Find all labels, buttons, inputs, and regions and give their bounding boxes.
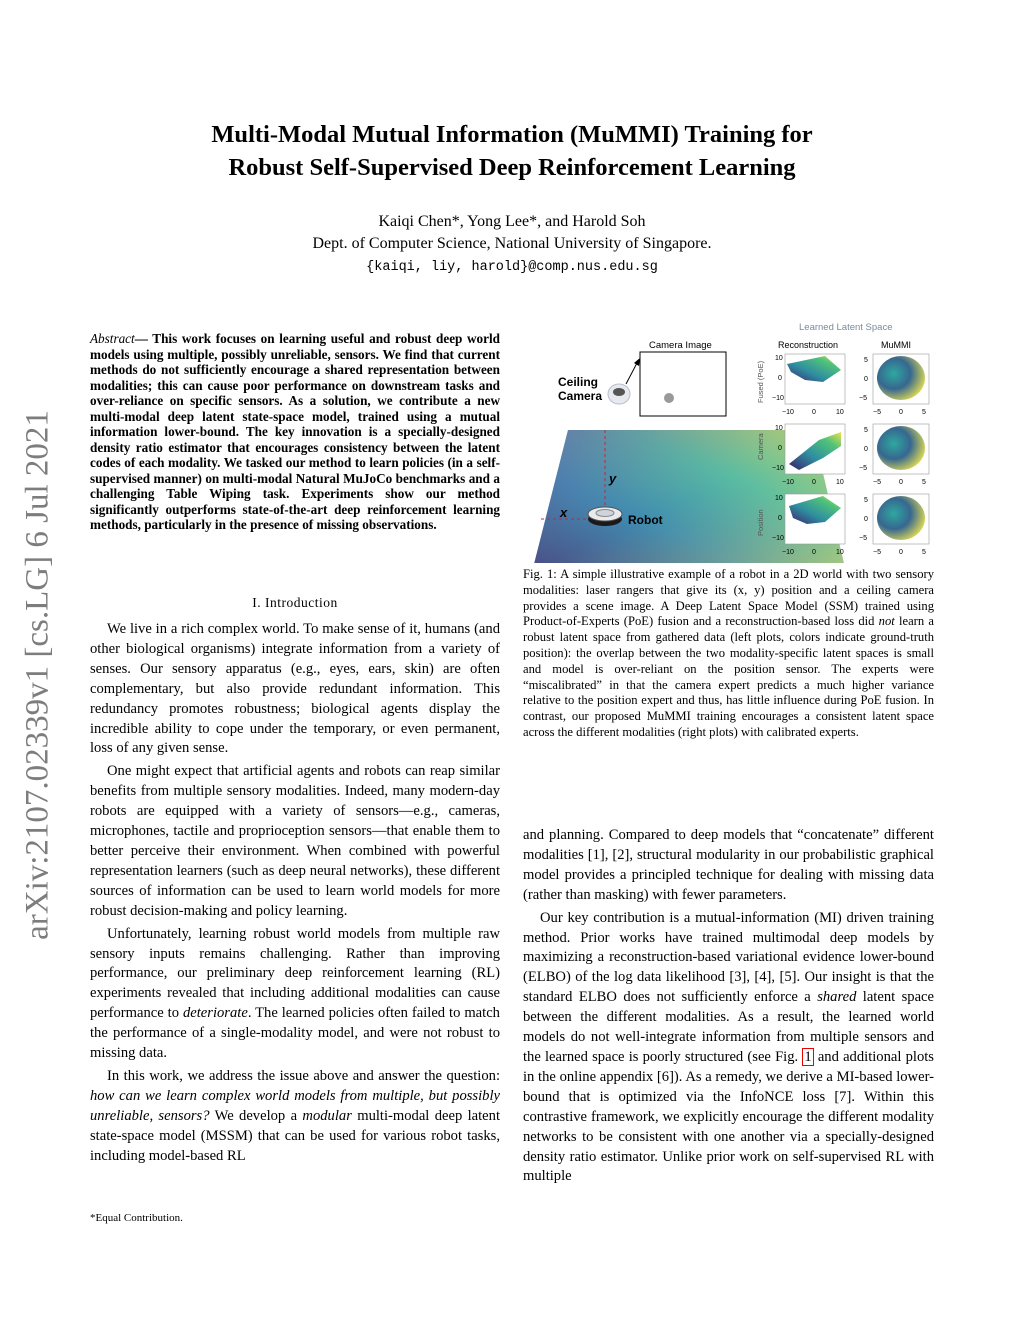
- figure-1-link[interactable]: 1: [804, 1048, 812, 1065]
- paragraph: and planning. Compared to deep models that “concatenate” different modalities [1], [2], structural modularity in our probabilistic graphical model provides a principled technique for dealing with missing data (rather than masking) with fewer parameters.: [523, 827, 934, 903]
- svg-text:10: 10: [775, 355, 783, 362]
- svg-text:0: 0: [899, 549, 903, 556]
- row-label-camera: Camera: [756, 433, 765, 460]
- svg-text:0: 0: [778, 375, 782, 382]
- paragraph: Our key contribution is a mutual-information (MI) driven training method. Prior works have trained multimodal deep models by maximizing a reconstruction-based variational evidence lower-bound (ELBO) of the log data likelihood [3], [4], [5]. Our insight is that the standard ELBO does not sufficiently enforce a shared latent space between the different modalities. As a result, the learned world models do not well-integrate information from multiple sensors and the learned space is poorly structured (see Fig. 1 and additional plots in the online appendix [6]). As a remedy, we derive a MI-based lower-bound that is optimized via the InfoNCE loss [7]. Within this contrastive framework, we explicitly encourage the different modality networks to be consistent with one another via a specially-designed density ratio estimator. Unlike prior work on self-supervised RL with multiple: [523, 909, 935, 1185]
- svg-text:−5: −5: [859, 535, 867, 542]
- svg-text:5: 5: [864, 427, 868, 434]
- svg-text:−5: −5: [859, 465, 867, 472]
- email: {kaiqi, liy, harold}@comp.nus.edu.sg: [366, 260, 658, 275]
- figure-1: [523, 318, 934, 563]
- figure-caption: Fig. 1: A simple illustrative example of a robot in a 2D world with two sensory modalities: laser rangers that give its (x, y) position and a ceiling camera provides a scene image. A Deep Latent Space Model (SSM) trained using Product-of-Experts (PoE) fusion and a reconstruction-based loss did not learn a robust latent space from gathered data (left plots, colors indicate ground-truth position): the overlap between the two modality-specific latent spaces is small and model is over-reliant on the position sensor. The experts were “miscalibrated” in that the camera expert predicts a much higher variance relative to the position expert and thus, has little influence during PoE fusion. In contrast, our proposed MuMMI training encourages a consistent latent space across the different modalities (right plots) with calibrated experts.: [523, 567, 934, 739]
- paragraph: In this work, we address the issue above and answer the question: how can we learn complex world models from multiple, but possibly unreliable, sensors? We develop a modular multi-modal deep latent state-space model (MSSM) that can be used for various robot tasks, including model-based RL: [90, 1067, 501, 1164]
- arxiv-stamp: [6, 380, 70, 970]
- svg-text:0: 0: [812, 479, 816, 486]
- paragraph: One might expect that artificial agents and robots can reap similar benefits from multiple sensory modalities. Indeed, many modern-day robots are equipped with a variety of sensors—e.g., cameras, microphones, tactile and proprioception sensors—that enable them to better perceive their environment. When combined with powerful representation learners (such as deep neural networks), these different sources of information can be used to learn world models for more robust decision-making and policy learning.: [90, 763, 500, 919]
- abstract-label: Abstract: [90, 331, 135, 346]
- ceiling-camera-label: Ceiling: [558, 375, 599, 389]
- svg-text:−5: −5: [873, 549, 881, 556]
- svg-text:5: 5: [922, 409, 926, 416]
- svg-text:−10: −10: [772, 535, 784, 542]
- arxiv-id: arXiv:2107.02339v1 [cs.LG] 6 Jul 2021: [19, 410, 56, 940]
- svg-text:10: 10: [775, 495, 783, 502]
- svg-text:5: 5: [922, 479, 926, 486]
- svg-text:10: 10: [836, 479, 844, 486]
- robot-label: Robot: [628, 513, 663, 527]
- svg-text:10: 10: [836, 549, 844, 556]
- camera-image-panel: [640, 352, 726, 416]
- left-column-body: [90, 620, 500, 1169]
- y-label: y: [609, 471, 617, 486]
- svg-text:−5: −5: [873, 409, 881, 416]
- reconstruction-label: Reconstruction: [778, 340, 839, 350]
- svg-text:0: 0: [778, 445, 782, 452]
- svg-text:10: 10: [836, 409, 844, 416]
- authors: Kaiqi Chen*, Yong Lee*, and Harold Soh: [378, 213, 646, 230]
- svg-text:0: 0: [812, 409, 816, 416]
- affiliation: Dept. of Computer Science, National University of Singapore.: [312, 235, 712, 252]
- svg-text:5: 5: [922, 549, 926, 556]
- svg-text:5: 5: [864, 357, 868, 364]
- title-line-2: Robust Self-Supervised Deep Reinforcement Learning: [228, 154, 796, 181]
- paper-title: [0, 118, 1024, 184]
- plot-recon-fused: [772, 354, 845, 416]
- svg-text:0: 0: [812, 549, 816, 556]
- svg-text:5: 5: [864, 497, 868, 504]
- row-label-position: Position: [756, 509, 765, 536]
- svg-text:−10: −10: [782, 549, 794, 556]
- plot-mummi-fused: [859, 354, 929, 416]
- svg-text:−5: −5: [859, 395, 867, 402]
- footnote: *Equal Contribution.: [90, 1212, 183, 1224]
- paragraph: Unfortunately, learning robust world models from multiple raw sensory inputs remains challenging. Rather than improving performance, our preliminary deep reinforcement learning (RL) experiments revealed that including additional modalities can cause performance to deteriorate. The learned policies often failed to match the performance of a single-modality model, and were not robust to missing data.: [90, 925, 500, 1062]
- svg-text:−10: −10: [782, 409, 794, 416]
- figure-1-graphic: [523, 318, 934, 563]
- abstract: [90, 331, 500, 533]
- svg-text:0: 0: [899, 409, 903, 416]
- plot-mummi-camera: [859, 424, 929, 486]
- camera-image-label: Camera Image: [649, 340, 712, 351]
- svg-text:−5: −5: [873, 479, 881, 486]
- svg-text:−10: −10: [772, 465, 784, 472]
- abstract-text: — This work focuses on learning useful and robust deep world models using multiple, possibly unreliable, sensors. We find that current methods do not sufficiently encourage a shared representation between modalities; this can cause poor performance on downstream tasks and over-reliance on specific sensors. As a solution, we contribute a new multi-modal deep latent state-space model, trained using a mutual information lower-bound. The key innovation is a specially-designed density ratio estimator that encourages consistency between the latent codes of each modality. We tasked our method to learn policies (in a self-supervised manner) on multi-modal Natural MuJoCo benchmarks and a challenging Table Wiping task. Experiments show our method significantly outperforms state-of-the-art deep reinforcement learning methods, particularly in the presence of missing observations.: [90, 331, 500, 532]
- plot-mummi-position: [859, 494, 929, 556]
- svg-text:0: 0: [899, 479, 903, 486]
- svg-text:10: 10: [775, 425, 783, 432]
- svg-text:−10: −10: [772, 395, 784, 402]
- x-label: x: [560, 505, 568, 520]
- svg-text:Camera: Camera: [558, 389, 603, 403]
- svg-text:0: 0: [864, 516, 868, 523]
- svg-text:−10: −10: [782, 479, 794, 486]
- row-label-fused: Fused (PoE): [756, 360, 765, 403]
- mummi-label: MuMMI: [881, 340, 911, 350]
- section-heading: I. Introduction: [252, 595, 338, 610]
- right-column-body: [523, 826, 934, 1190]
- svg-text:0: 0: [864, 446, 868, 453]
- paragraph: We live in a rich complex world. To make sense of it, humans (and other biological organisms) integrate information from a variety of senses. Our sensory apparatus (e.g., eyes, ears, skin) are often complementary, but also provide redundant information. This redundancy promotes robustness; biological agents display the incredible ability to cope under the temporary, or even permanent, loss of any given sense.: [90, 621, 500, 757]
- learned-latent-space-label: Learned Latent Space: [799, 322, 893, 333]
- svg-text:0: 0: [778, 515, 782, 522]
- title-line-1: Multi-Modal Mutual Information (MuMMI) Training for: [211, 121, 813, 148]
- svg-text:0: 0: [864, 376, 868, 383]
